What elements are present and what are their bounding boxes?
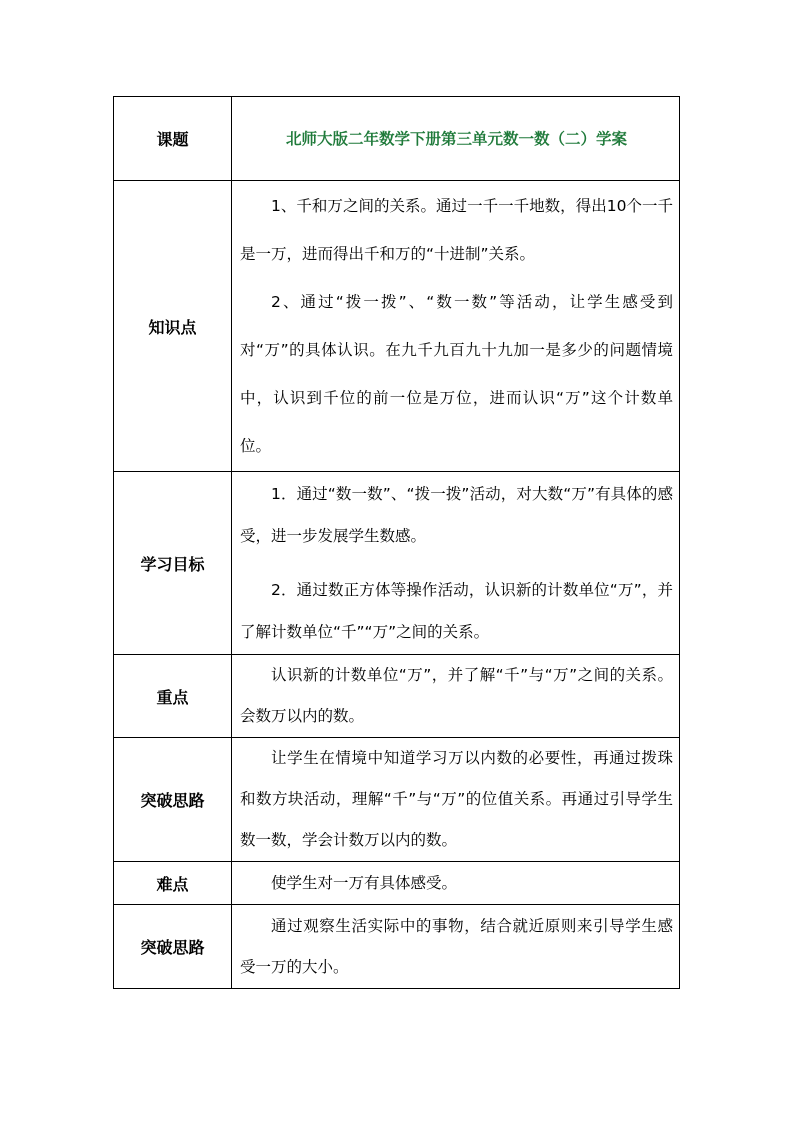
knowledge-paragraph-2: 2、通过“拨一拨”、“数一数”等活动，让学生感受到对“万”的具体认识。在九千九百九十九加一是多少的问题情境中，认识到千位的前一位是万位，进而认识“万”这个计数单位。 (240, 293, 673, 455)
row-label-approach-2: 突破思路 (114, 905, 232, 989)
table-row-knowledge (114, 181, 680, 472)
row-label-objectives: 学习目标 (114, 472, 232, 655)
lesson-plan-table (113, 96, 680, 989)
row-label-approach-1: 突破思路 (114, 738, 232, 862)
table-row-approach-1 (114, 738, 680, 862)
difficulty-paragraph: 使学生对一万有具体感受。 (271, 873, 458, 892)
row-content-approach-1 (232, 738, 680, 862)
objective-paragraph-2: 2．通过数正方体等操作活动，认识新的计数单位“万”，并了解计数单位“千”“万”之间的关系。 (240, 581, 673, 641)
row-content-key-point (232, 655, 680, 738)
lesson-title: 北师大版二年数学下册第三单元数一数（二）学案 (232, 97, 680, 181)
table-row-key-point (114, 655, 680, 738)
approach-2-paragraph: 通过观察生活实际中的事物，结合就近原则来引导学生感受一万的大小。 (240, 916, 673, 976)
objective-paragraph-1: 1．通过“数一数”、“拨一拨”活动，对大数“万”有具体的感受，进一步发展学生数感。 (240, 485, 673, 545)
row-label-difficulty: 难点 (114, 862, 232, 905)
table-row-approach-2 (114, 905, 680, 989)
row-label-key-point: 重点 (114, 655, 232, 738)
row-content-difficulty (232, 862, 680, 905)
title-row (114, 97, 680, 181)
approach-1-paragraph: 让学生在情境中知道学习万以内数的必要性，再通过拨珠和数方块活动，理解“千”与“万”的位值关系。再通过引导学生数一数，学会计数万以内的数。 (240, 749, 673, 849)
row-content-approach-2 (232, 905, 680, 989)
title-label: 课题 (114, 97, 232, 181)
row-label-knowledge: 知识点 (114, 181, 232, 472)
table-row-difficulty (114, 862, 680, 905)
row-content-objectives (232, 472, 680, 655)
table-row-objectives (114, 472, 680, 655)
knowledge-paragraph-1: 1、千和万之间的关系。通过一千一千地数，得出10个一千是一万，进而得出千和万的“十进制”关系。 (240, 197, 673, 263)
row-content-knowledge (232, 181, 680, 472)
key-point-paragraph: 认识新的计数单位“万”，并了解“千”与“万”之间的关系。会数万以内的数。 (240, 666, 673, 725)
